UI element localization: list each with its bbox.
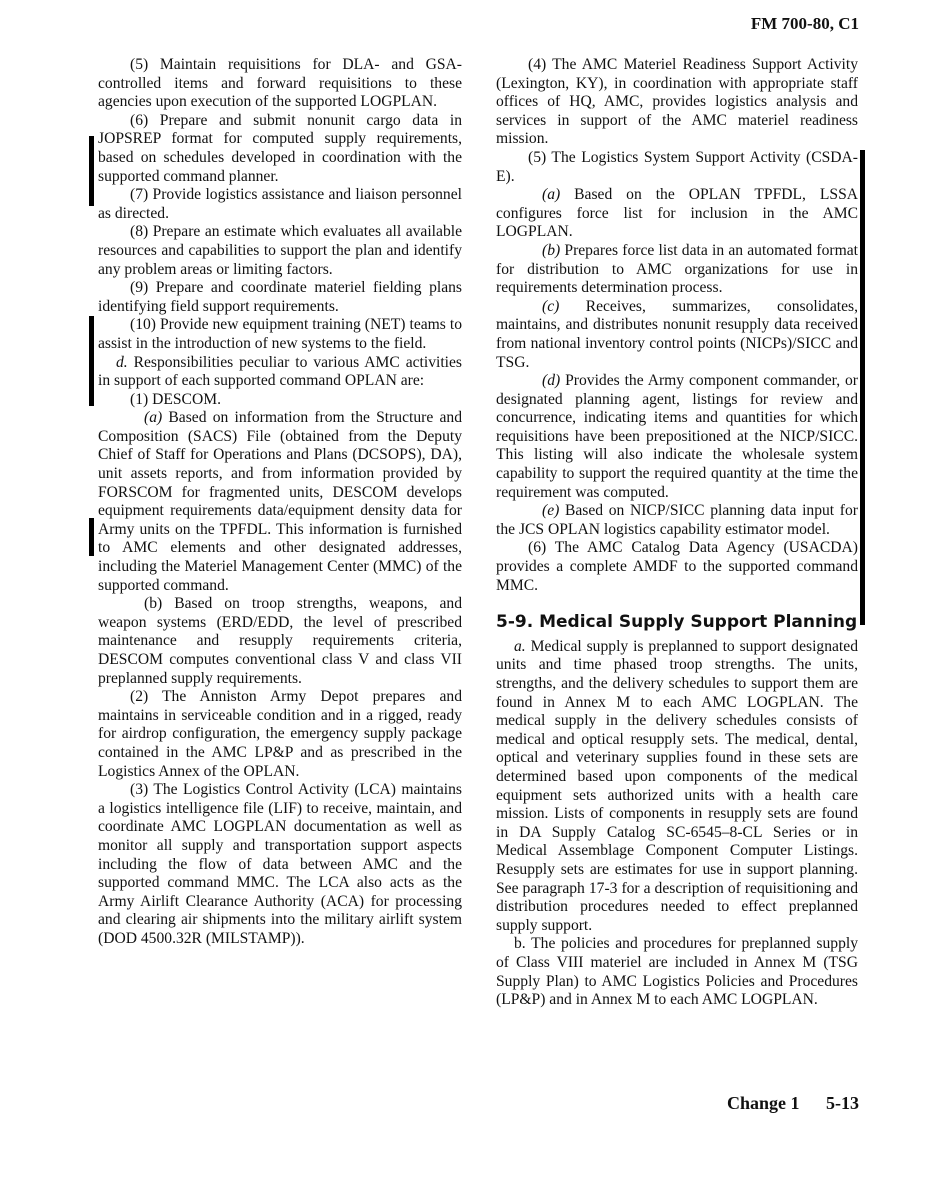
page-footer: [705, 1093, 859, 1114]
running-header: FM 700-80, C1: [750, 14, 859, 33]
paragraph: (d) Provides the Army component commander, or designated planning agent, listings for review and concurrence, indicating items and quantities for which requisitions have been prepositioned at the NICP/SICC. This listing will also indicate the wholesale system capability to support the required quantity at the time the requirement was computed.: [496, 372, 858, 501]
change-bar: [89, 136, 94, 206]
change-bar: [89, 316, 94, 406]
paragraph: (6) The AMC Catalog Data Agency (USACDA) provides a complete AMDF to the supported command MMC.: [496, 539, 858, 594]
change-bar: [89, 518, 94, 556]
paragraph: (4) The AMC Materiel Readiness Support Activity (Lexington, KY), in coordination with appropriate staff offices of HQ, AMC, provides logistics analysis and services in support of the AMC materiel readiness mission.: [496, 56, 858, 148]
paragraph: d. Responsibilities peculiar to various AMC activities in support of each supported command OPLAN are:: [98, 353, 462, 390]
change-bar: [860, 150, 865, 625]
paragraph: (2) The Anniston Army Depot prepares and maintains in serviceable condition and in a rigged, ready for airdrop configuration, the emergency supply package contained in the AMC LP&P and as prescribed in the Logistics Annex of the OPLAN.: [98, 688, 462, 780]
paragraph: (a) Based on the OPLAN TPFDL, LSSA configures force list for inclusion in the AMC LOGPLAN.: [496, 186, 858, 241]
page-number: 5-13: [826, 1093, 859, 1113]
paragraph: (3) The Logistics Control Activity (LCA) maintains a logistics intelligence file (LIF) to receive, maintain, and coordinate AMC LOGPLAN documentation as well as monitor all supply and transportation support aspects including the flow of data between AMC and the supported command MMC. The LCA also acts as the Army Airlift Clearance Authority (ACA) for processing and clearing air shipments into the military airlift system (DOD 4500.32R (MILSTAMP)).: [98, 781, 462, 947]
paragraph: (e) Based on NICP/SICC planning data input for the JCS OPLAN logistics capability estimator model.: [496, 502, 858, 538]
paragraph: (b) Based on troop strengths, weapons, and weapon systems (ERD/EDD, the level of prescribed maintenance and resupply requirements criteria, DESCOM computes conventional class V and class VII preplanned supply requirements.: [98, 595, 462, 687]
paragraph: (10) Provide new equipment training (NET) teams to assist in the introduction of new systems to the field.: [98, 316, 462, 352]
paragraph: (1) DESCOM.: [130, 390, 221, 408]
paragraph: (6) Prepare and submit nonunit cargo data in JOPSREP format for computed supply requirements, based on schedules developed in coordination with the supported command planner.: [98, 111, 462, 185]
paragraph: a. Medical supply is preplanned to support designated units and time phased troop strengths. The units, strengths, and the delivery schedules to support them are found in Annex M to each AMC LOGPLAN. The medical supply in the delivery schedules consists of medical and optical resupply sets. The medical, dental, optical and veterinary supplies found in these sets are determined based upon components of the medical equipment sets authorized units with a health care mission. Lists of components in resupply sets are found in DA Supply Catalog SC-6545–8-CL Series or in Medical Assemblage Component Computer Listings. Resupply sets are estimates for use in support planning. See paragraph 17-3 for a description of requisitioning and distribution procedures needed to effect preplanned supply support.: [496, 637, 858, 934]
paragraph: (c) Receives, summarizes, consolidates, maintains, and distributes nonunit resupply data received from national inventory control points (NICPs)/SICC and TSG.: [496, 297, 858, 371]
paragraph: b. The policies and procedures for preplanned supply of Class VIII materiel are included in Annex M (TSG Supply Plan) to AMC Logistics Policies and Procedures (LP&P) and in Annex M to each AMC LOGPLAN.: [496, 935, 858, 1009]
paragraph: (8) Prepare an estimate which evaluates all available resources and capabilities to support the plan and identify any problem areas or limiting factors.: [98, 223, 462, 278]
paragraph: (b) Prepares force list data in an automated format for distribution to AMC organizations for use in requirements determination process.: [496, 241, 858, 297]
right-column: [496, 56, 858, 1010]
change-number: Change 1: [726, 1093, 800, 1113]
paragraph: (5) The Logistics System Support Activity (CSDA-E).: [496, 148, 858, 185]
paragraph: (9) Prepare and coordinate materiel fielding plans identifying field support requirements.: [98, 279, 462, 315]
paragraph: (5) Maintain requisitions for DLA- and GSA-controlled items and forward requisitions to these agencies upon execution of the supported LOGPLAN.: [98, 56, 462, 111]
paragraph: (a) Based on information from the Structure and Composition (SACS) File (obtained from the Deputy Chief of Staff for Operations and Plans (DCSOPS), DA), unit assets reports, and from information provided by FORSCOM for fragmented units, DESCOM develops equipment requirements data/equipment density data for Army units on the TPFDL. This information is furnished to AMC elements and other designated addresses, including the Materiel Management Center (MMC) of the supported command.: [98, 409, 462, 594]
section-heading: 5-9. Medical Supply Support Planning: [496, 612, 858, 633]
left-column: [98, 56, 462, 949]
paragraph: (7) Provide logistics assistance and liaison personnel as directed.: [98, 186, 462, 222]
